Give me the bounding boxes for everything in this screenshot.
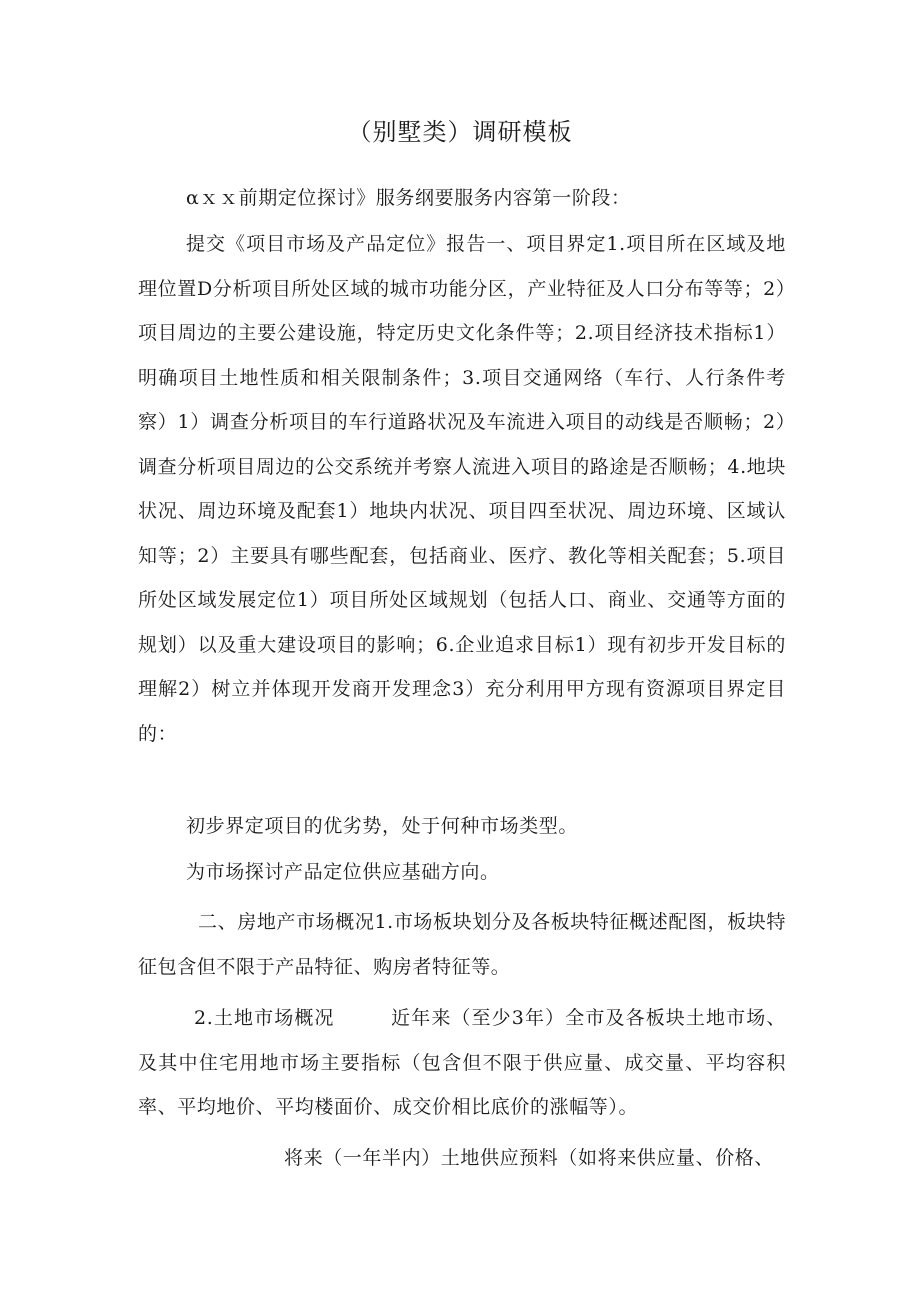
report-paragraph: 提交《项目市场及产品定位》报告一、项目界定1.项目所在区域及地理位置D分析项目所处区域的城市功能分区，产业特征及人口分布等等；2）项目周边的主要公建设施，特定历史文化条件等；2.项目经济技术指标1）明确项目土地性质和相关限制条件；3.项目交通网络（车行、人行条件考察）1）调查分析项目的车行道路状况及车流进入项目的动线是否顺畅；2）调查分析项目周边的公交系统并考察人流进入项目的路途是否顺畅；4.地块状况、周边环境及配套1）地块内状况、项目四至状况、周边环境、区域认知等；2）主要具有哪些配套，包括商业、医疗、教化等相关配套；5.项目所处区域发展定位1）项目所处区域规划（包括人口、商业、交通等方面的规划）以及重大建设项目的影响；6.企业追求目标1）现有初步开发目标的理解2）树立并体现开发商开发理念3）充分利用甲方现有资源项目界定目的： bbox=[138, 233, 786, 745]
section2-paragraph: 二、房地产市场概况1.市场板块划分及各板块特征概述配图，板块特征包含但不限于产品特征、购房者特征等。 bbox=[138, 911, 786, 978]
preliminary-paragraph: 初步界定项目的优劣势，处于何种市场类型。 bbox=[186, 815, 579, 837]
direction-paragraph: 为市场探讨产品定位供应基础方向。 bbox=[186, 861, 500, 883]
intro-paragraph: αｘｘ前期定位探讨》服务纲要服务内容第一阶段： bbox=[186, 187, 631, 209]
land-market-heading: 2.土地市场概况 bbox=[194, 1007, 335, 1029]
document-title: （别墅类）调研模板 bbox=[347, 118, 573, 146]
future-supply-paragraph: 将来（一年半内）土地供应预料（如将来供应量、价格、 bbox=[284, 1147, 775, 1169]
land-market-body: 近年来（至少3年）全市及各板块土地市场、及其中住宅用地市场主要指标（包含但不限于供应量、成交量、平均容积率、平均地价、平均楼面价、成交价相比底价的涨幅等）。 bbox=[138, 1007, 786, 1118]
land-market-paragraph bbox=[138, 996, 786, 1130]
